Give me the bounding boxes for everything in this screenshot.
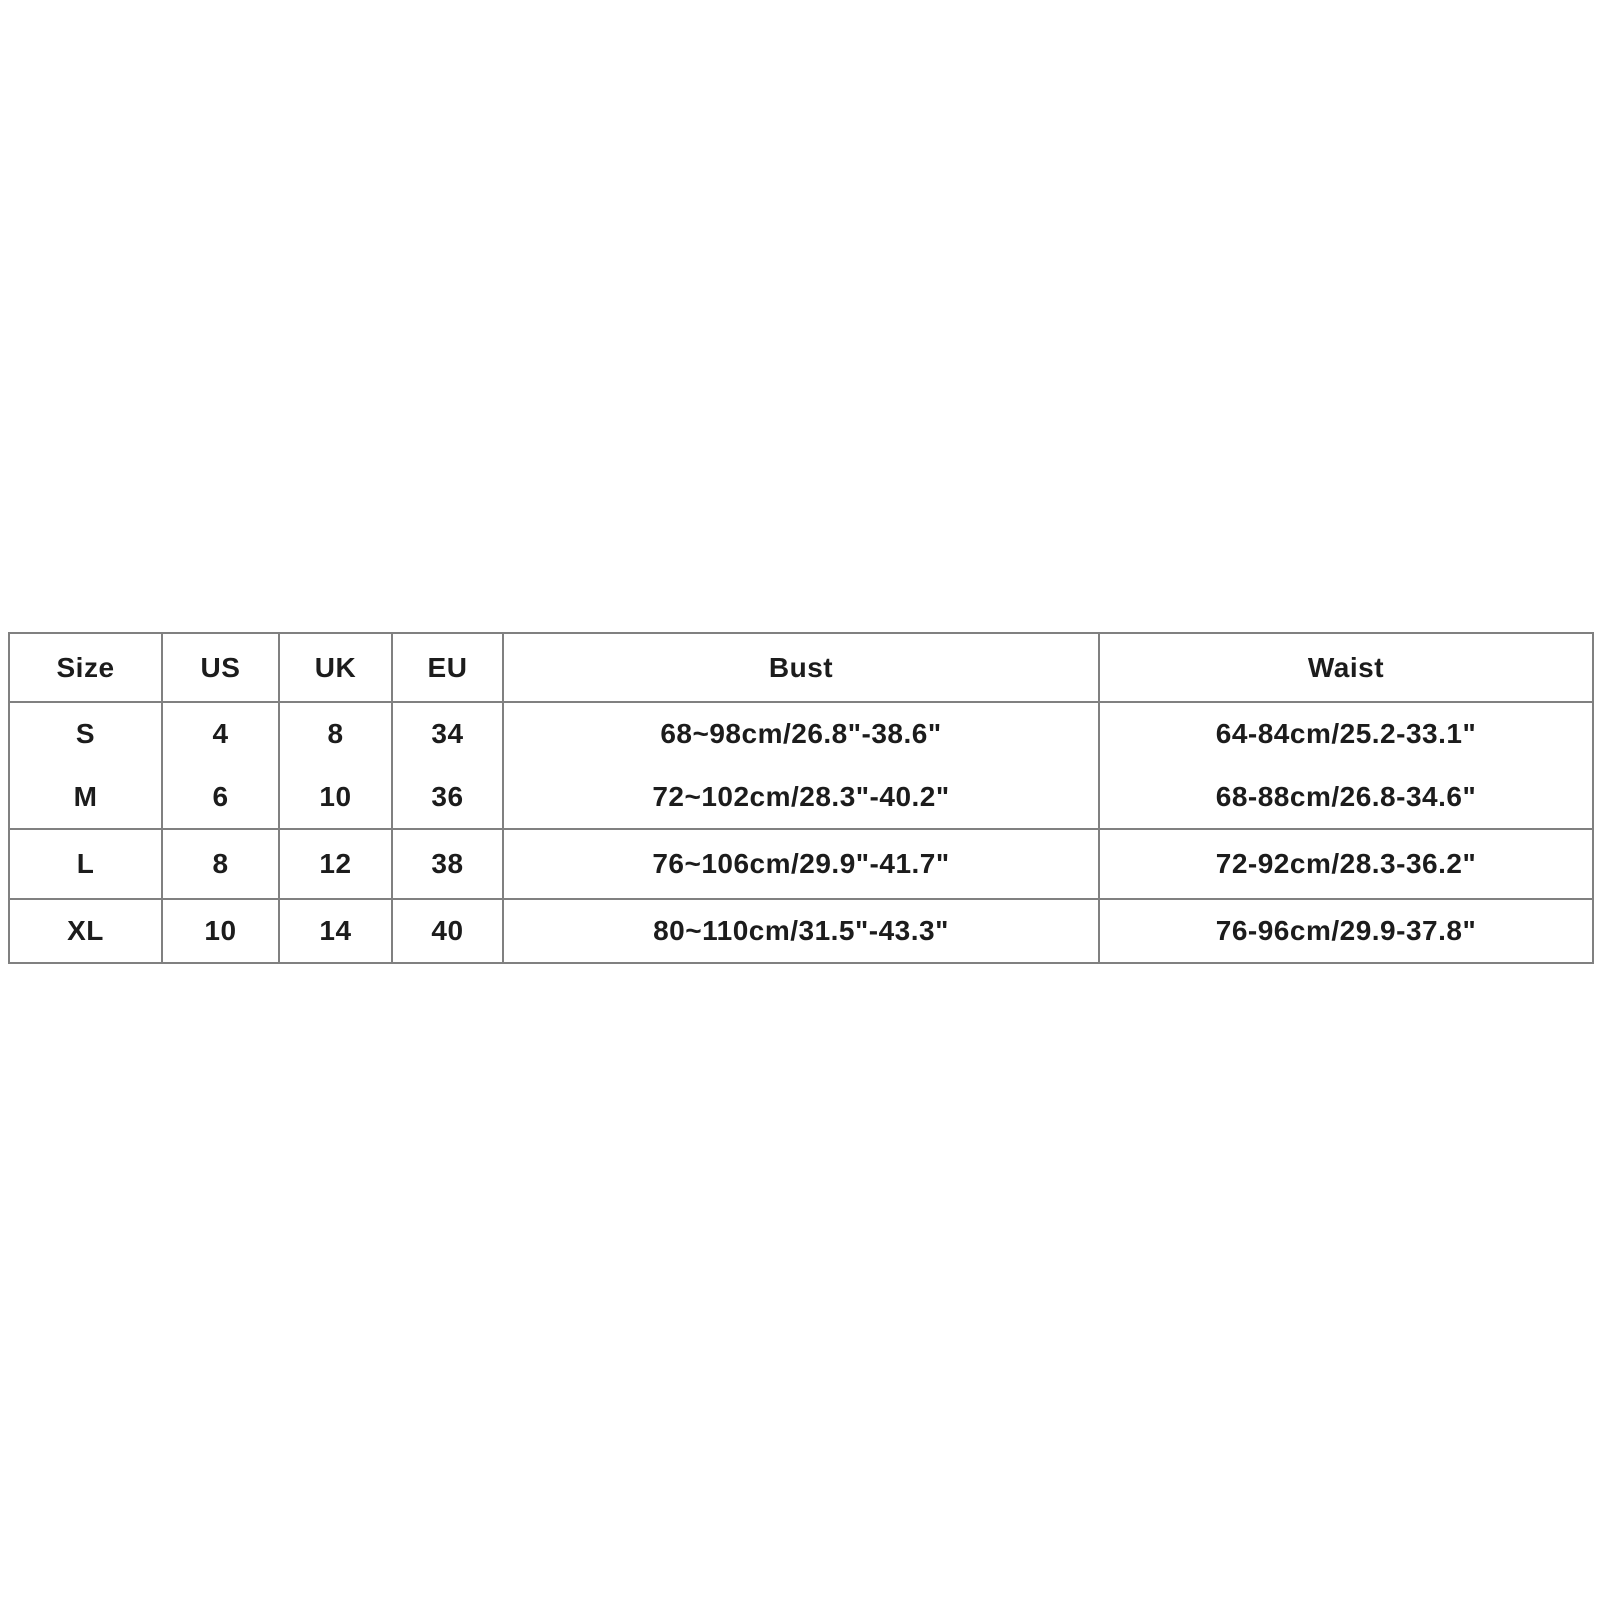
column-header-us: US (162, 633, 279, 702)
us-cell: 6 (162, 765, 279, 829)
bust-cell: 76~106cm/29.9"-41.7" (503, 829, 1099, 899)
bust-cell: 72~102cm/28.3"-40.2" (503, 765, 1099, 829)
uk-cell: 12 (279, 829, 392, 899)
eu-cell: 38 (392, 829, 503, 899)
column-header-waist: Waist (1099, 633, 1593, 702)
header-row (9, 633, 1593, 702)
size-cell: M (9, 765, 162, 829)
waist-cell: 72-92cm/28.3-36.2" (1099, 829, 1593, 899)
uk-cell: 14 (279, 899, 392, 963)
waist-cell: 68-88cm/26.8-34.6" (1099, 765, 1593, 829)
uk-cell: 8 (279, 702, 392, 765)
bust-cell: 80~110cm/31.5"-43.3" (503, 899, 1099, 963)
column-header-uk: UK (279, 633, 392, 702)
us-cell: 4 (162, 702, 279, 765)
waist-cell: 64-84cm/25.2-33.1" (1099, 702, 1593, 765)
size-cell: XL (9, 899, 162, 963)
size-cell: S (9, 702, 162, 765)
eu-cell: 40 (392, 899, 503, 963)
bust-cell: 68~98cm/26.8"-38.6" (503, 702, 1099, 765)
table-row-s (9, 702, 1593, 765)
column-header-size: Size (9, 633, 162, 702)
us-cell: 10 (162, 899, 279, 963)
eu-cell: 34 (392, 702, 503, 765)
size-chart-table (8, 632, 1594, 964)
uk-cell: 10 (279, 765, 392, 829)
table-row-l (9, 829, 1593, 899)
column-header-eu: EU (392, 633, 503, 702)
table-row-xl (9, 899, 1593, 963)
table-row-m (9, 765, 1593, 829)
eu-cell: 36 (392, 765, 503, 829)
us-cell: 8 (162, 829, 279, 899)
size-cell: L (9, 829, 162, 899)
waist-cell: 76-96cm/29.9-37.8" (1099, 899, 1593, 963)
column-header-bust: Bust (503, 633, 1099, 702)
